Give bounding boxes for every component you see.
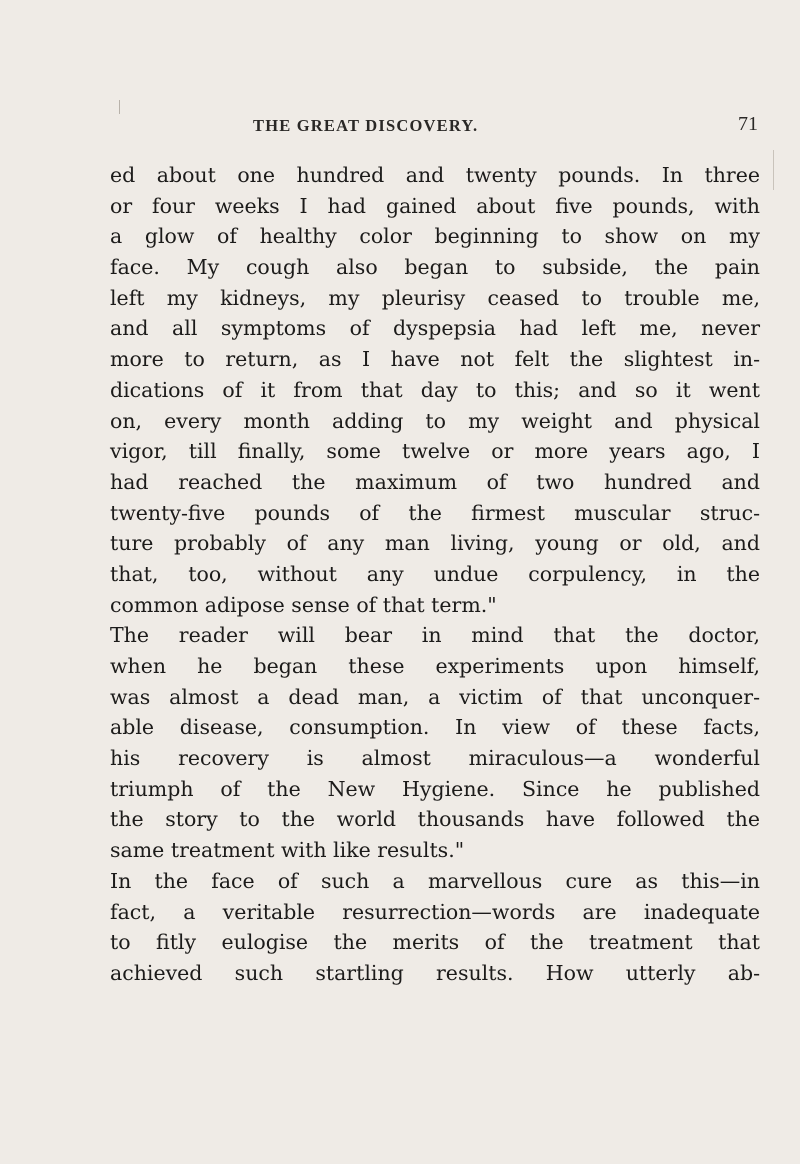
text-line: achieved such startling results. How utterly ab- <box>110 960 760 985</box>
text-line: left my kidneys, my pleurisy ceased to trouble me, <box>110 285 760 310</box>
text-line: In the face of such a marvellous cure as this—in <box>110 868 760 893</box>
text-line: when he began these experiments upon himself, <box>110 654 760 678</box>
margin-speck <box>773 150 774 190</box>
text-line: triumph of the New Hygiene. Since he published <box>110 776 760 801</box>
text-line: had reached the maximum of two hundred and <box>110 469 760 494</box>
text-line: and all symptoms of dyspepsia had left me, never <box>110 316 760 341</box>
text-line: a glow of healthy color beginning to show on my <box>110 224 760 249</box>
text-line: more to return, as I have not felt the slightest in- <box>110 347 760 372</box>
text-line: ture probably of any man living, young or old, and <box>110 531 760 556</box>
text-line: ed about one hundred and twenty pounds. In three <box>110 163 760 187</box>
text-line: face. My cough also began to subside, the pain <box>110 255 760 280</box>
page-number: 71 <box>738 113 758 135</box>
text-line: twenty-five pounds of the firmest muscular struc- <box>110 500 760 525</box>
body-text <box>110 160 760 989</box>
text-line: dications of it from that day to this; and so it went <box>110 377 760 402</box>
text-line: that, too, without any undue corpulency, in the <box>110 561 760 586</box>
text-line: his recovery is almost miraculous—a wonderful <box>110 746 760 771</box>
text-line: was almost a dead man, a victim of that unconquer- <box>110 684 760 709</box>
text-line: vigor, till finally, some twelve or more years ago, I <box>110 439 760 464</box>
text-line: able disease, consumption. In view of these facts, <box>110 715 760 740</box>
text-line: The reader will bear in mind that the doctor, <box>110 623 760 648</box>
page-speck <box>119 100 120 114</box>
text-line: common adipose sense of that term." <box>110 592 497 617</box>
text-line: fact, a veritable resurrection—words are inadequate <box>110 899 760 924</box>
text-line: to fitly eulogise the merits of the treatment that <box>110 930 760 955</box>
text-line: same treatment with like results." <box>110 838 465 863</box>
running-title: THE GREAT DISCOVERY. <box>253 116 479 135</box>
text-line: the story to the world thousands have followed the <box>110 807 760 832</box>
text-line: or four weeks I had gained about five pounds, with <box>110 193 760 218</box>
text-line: on, every month adding to my weight and physical <box>110 408 760 433</box>
running-head <box>108 113 758 138</box>
